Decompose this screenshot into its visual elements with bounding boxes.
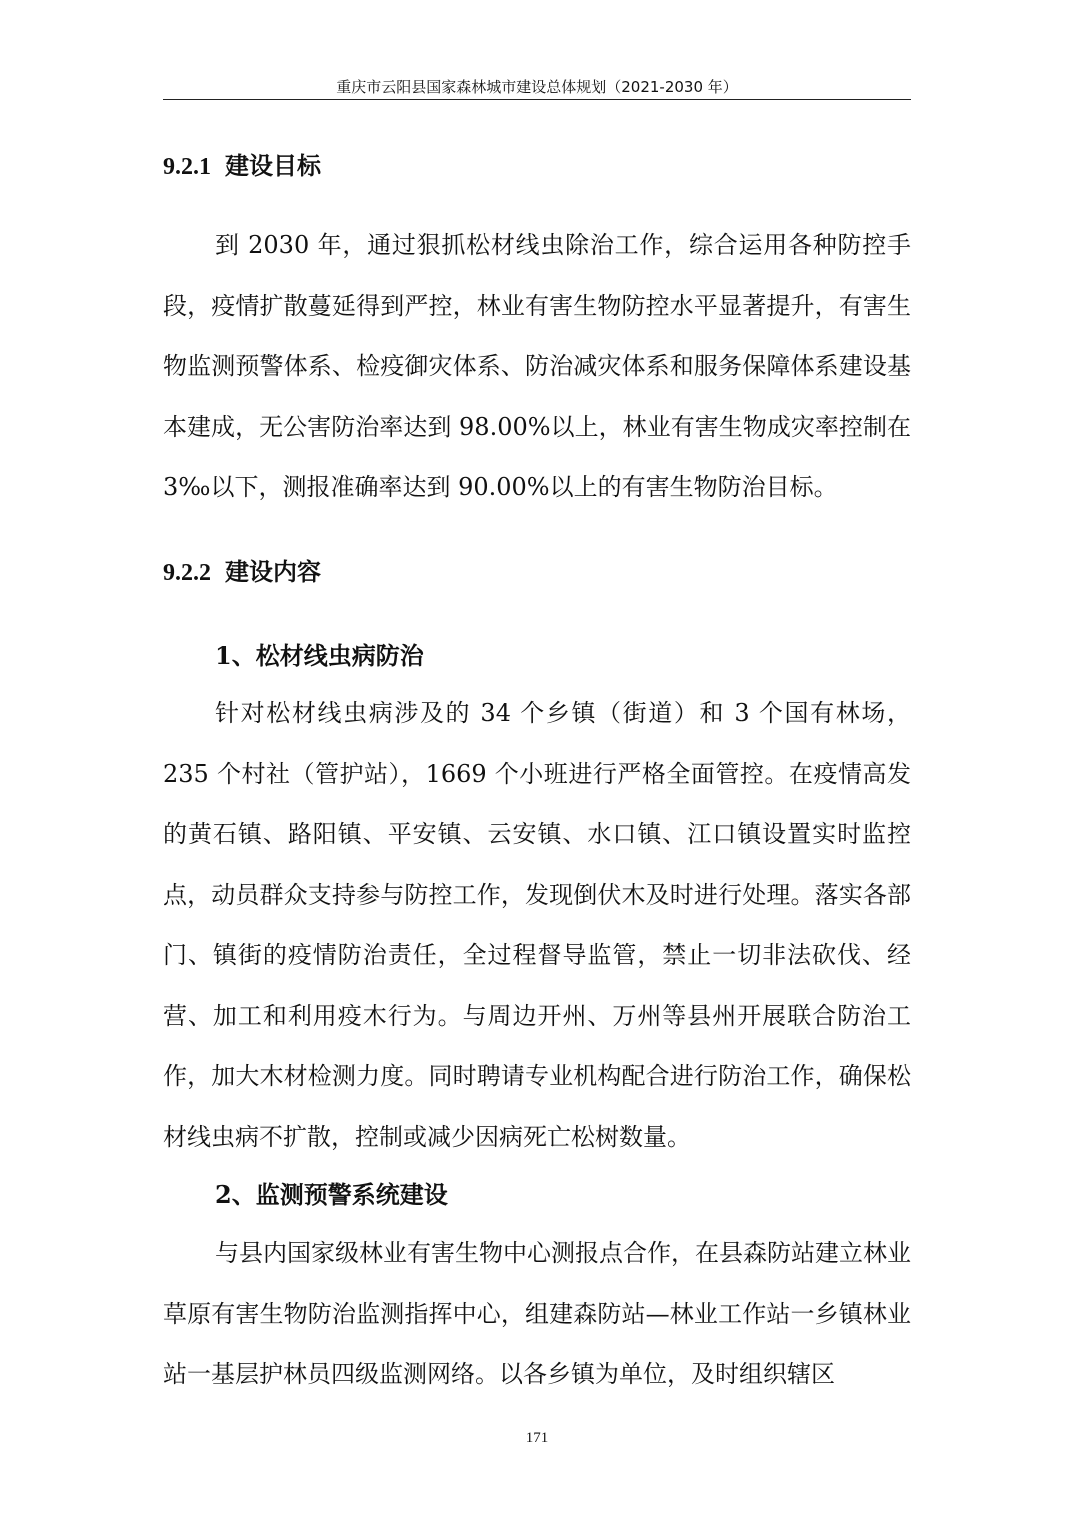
pine-wilt-paragraph: 针对松材线虫病涉及的 34 个乡镇（街道）和 3 个国有林场，235 个村社（管护站），1669 个小班进行严格全面管控。在疫情高发的黄石镇、路阳镇、平安镇、云安镇、水口镇、江口镇设置实时监控点，动员群众支持参与防控工作，发现倒伏木及时进行处理。落实各部门、镇街的疫情防治责任，全过程督导监管，禁止一切非法砍伐、经营、加工和利用疫木行为。与周边开州、万州等县州开展联合防治工作，加大木材检测力度。同时聘请专业机构配合进行防治工作，确保松材线虫病不扩散，控制或减少因病死亡松树数量。	[163, 699, 911, 1151]
subheading-pine-wilt-control: 1、松材线虫病防治	[215, 641, 424, 670]
section-title: 建设目标	[225, 151, 321, 180]
monitoring-paragraph: 与县内国家级林业有害生物中心测报点合作，在县森防站建立林业草原有害生物防治监测指挥中心，组建森防站—林业工作站一乡镇林业站一基层护林员四级监测网络。以各乡镇为单位，及时组织辖区	[163, 1239, 911, 1388]
goal-paragraph: 到 2030 年，通过狠抓松材线虫除治工作，综合运用各种防控手段，疫情扩散蔓延得到严控，林业有害生物防控水平显著提升，有害生物监测预警体系、检疫御灾体系、防治减灾体系和服务保障体系建设基本建成，无公害防治率达到 98.00%以上，林业有害生物成灾率控制在 3‰以下，测报准确率达到 90.00%以上的有害生物防治目标。	[163, 231, 911, 501]
page-number: 171	[525, 1430, 549, 1446]
section-number: 9.2.2	[163, 560, 211, 586]
header-divider	[163, 99, 911, 100]
section-heading-9-2-1	[163, 146, 321, 181]
section-number: 9.2.1	[163, 154, 211, 180]
subheading-monitoring-system: 2、监测预警系统建设	[215, 1180, 448, 1209]
section-heading-9-2-2	[163, 552, 321, 587]
running-header: 重庆市云阳县国家森林城市建设总体规划（2021-2030 年）	[336, 78, 738, 96]
section-title: 建设内容	[225, 557, 321, 586]
